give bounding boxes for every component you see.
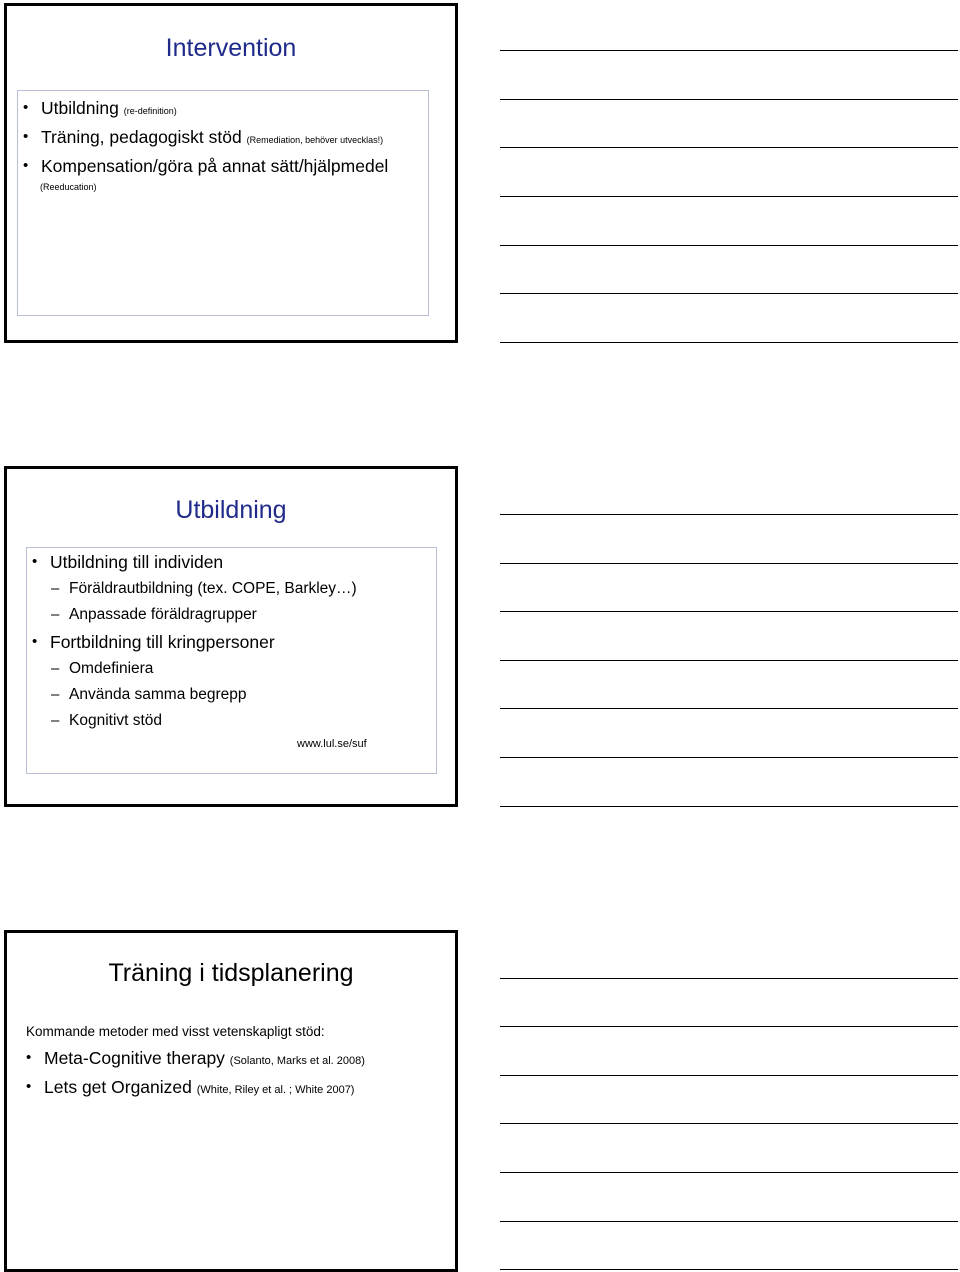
note-line	[500, 611, 958, 612]
intro-text: Kommande metoder med visst vetenskapligt stöd:	[26, 1024, 325, 1039]
item-text: Lets get Organized	[44, 1077, 192, 1097]
bullet-icon: •	[23, 157, 29, 174]
note-line	[500, 806, 958, 807]
note-line	[500, 978, 958, 979]
item-text: Utbildning	[41, 98, 119, 118]
slide-title: Utbildning	[175, 496, 287, 524]
note-line	[500, 514, 958, 515]
sub-list-item	[51, 684, 247, 706]
item-reference: (Solanto, Marks et al. 2008)	[229, 1055, 365, 1067]
dash-icon: –	[51, 580, 60, 597]
note-line	[500, 757, 958, 758]
bullet-icon: •	[32, 633, 38, 650]
slide-title: Intervention	[165, 34, 297, 62]
note-line	[500, 342, 958, 343]
note-line	[500, 50, 958, 51]
url-text: www.lul.se/suf	[297, 738, 367, 750]
item-text: Kompensation/göra på annat sätt/hjälpmedel	[41, 156, 389, 176]
item-text: Träning, pedagogiskt stöd	[41, 127, 242, 147]
item-text: Utbildning till individen	[50, 552, 224, 572]
note-line	[500, 1026, 958, 1027]
dash-icon: –	[51, 686, 60, 703]
item-note: (Reeducation)	[40, 182, 97, 192]
list-item	[23, 97, 177, 122]
list-item	[32, 631, 275, 653]
note-line	[500, 660, 958, 661]
sub-list-item	[51, 604, 257, 626]
item-text: Använda samma begrepp	[69, 686, 247, 703]
bullet-icon: •	[23, 128, 29, 145]
list-item	[23, 126, 383, 151]
bullet-icon: •	[23, 99, 29, 116]
item-text: Anpassade föräldragrupper	[69, 606, 257, 623]
item-text: Föräldrautbildning (tex. COPE, Barkley…)	[69, 580, 357, 597]
item-text: Fortbildning till kringpersoner	[50, 632, 275, 652]
item-text: Meta-Cognitive therapy	[44, 1048, 225, 1068]
item-note: (Remediation, behöver utvecklas!)	[246, 135, 384, 145]
bullet-icon: •	[26, 1078, 32, 1095]
list-item	[26, 1047, 365, 1072]
sub-list-item	[51, 710, 162, 732]
slide-traning	[4, 930, 458, 1272]
dash-icon: –	[51, 660, 60, 677]
note-line	[500, 293, 958, 294]
note-line	[500, 196, 958, 197]
sub-list-item	[51, 658, 153, 680]
note-line	[500, 99, 958, 100]
note-line	[500, 1221, 958, 1222]
slide-intervention	[4, 3, 458, 343]
list-item	[26, 1076, 354, 1101]
slide-utbildning	[4, 466, 458, 807]
note-line	[500, 245, 958, 246]
list-item	[32, 551, 223, 573]
note-line	[500, 1172, 958, 1173]
note-line	[500, 147, 958, 148]
item-text: Kognitivt stöd	[69, 712, 163, 729]
slide-title: Träning i tidsplanering	[108, 959, 354, 987]
bullet-icon: •	[26, 1049, 32, 1066]
note-line	[500, 563, 958, 564]
note-line	[500, 1123, 958, 1124]
note-line	[500, 1075, 958, 1076]
sub-list-item	[51, 578, 357, 600]
dash-icon: –	[51, 606, 60, 623]
slide-content-box	[26, 547, 437, 774]
dash-icon: –	[51, 712, 60, 729]
item-text: Omdefiniera	[69, 660, 154, 677]
item-reference: (White, Riley et al. ; White 2007)	[196, 1084, 355, 1096]
bullet-icon: •	[32, 553, 38, 570]
note-line	[500, 1269, 958, 1270]
item-note: (re-definition)	[123, 106, 177, 116]
slide-content-box	[17, 90, 429, 316]
note-line	[500, 708, 958, 709]
